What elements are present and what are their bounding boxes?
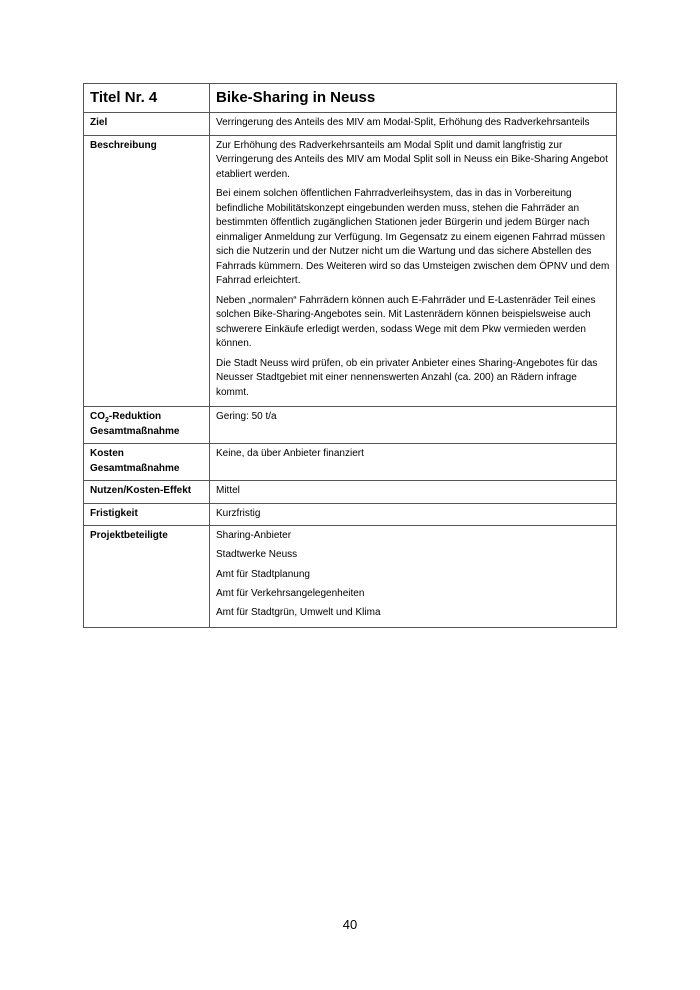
table-header-row <box>84 84 617 113</box>
row-value-kosten: Keine, da über Anbieter finanziert <box>210 444 617 481</box>
table-row-beschreibung <box>84 135 617 407</box>
row-label-co2 <box>84 407 210 444</box>
participant-item: Amt für Stadtplanung <box>216 568 310 580</box>
row-value-nutzen: Mittel <box>210 481 617 504</box>
participant-item: Amt für Stadtgrün, Umwelt und Klima <box>216 607 381 619</box>
row-value-beschreibung <box>210 135 617 407</box>
row-label-projektbeteiligte: Projektbeteiligte <box>84 526 210 628</box>
description-paragraph: Neben „normalen“ Fahrrädern können auch E-Fahrräder und E-Lastenräder Teil eines solchen Bike-Sharing-Angebotes sein. Mit Lastenrädern können beispielsweise auch schwerere Einkäufe erledigt werden, sodass Wege mit dem Pkw vermieden werden können. <box>216 294 596 349</box>
row-label-fristigkeit: Fristigkeit <box>84 503 210 526</box>
co2-label-sub: 2 <box>105 417 109 424</box>
description-paragraph: Bei einem solchen öffentlichen Fahrradverleihsystem, das in das in Vorbereitung befindliche Mobilitätskonzept eingebunden werden muss, stehen die Fahrräder an bestimmten öffentlich zugänglichen Stationen jeder Bürgerin und jedem Bürger nach einmaliger Anmeldung zur Verfügung. Im Gegensatz zu einem eigenen Fahrrad müssen sich die Nutzerin und der Nutzer nicht um die Wartung und das sichere Abstellen des Fahrrads kümmern. Des Weiteren wird so das Umsteigen zwischen dem ÖPNV und dem Fahrrad erleichtert. <box>216 188 610 286</box>
description-paragraph: Die Stadt Neuss wird prüfen, ob ein privater Anbieter eines Sharing-Angebotes für das Neusser Stadtgebiet mit einer nennenswerten Anzahl (ca. 200) an Rädern infrage kommt. <box>216 357 598 398</box>
co2-label-pre: CO <box>90 411 105 422</box>
row-value-co2: Gering: 50 t/a <box>210 407 617 444</box>
participant-item: Sharing-Anbieter <box>216 530 292 541</box>
table-row-nutzen <box>84 481 617 504</box>
row-label-ziel: Ziel <box>84 113 210 136</box>
participant-item: Stadtwerke Neuss <box>216 549 298 561</box>
table-row-projektbeteiligte <box>84 526 617 628</box>
row-value-ziel: Verringerung des Anteils des MIV am Modal-Split, Erhöhung des Radverkehrsanteils <box>210 113 617 136</box>
table-row-ziel <box>84 113 617 136</box>
title-number: Titel Nr. 4 <box>84 84 210 113</box>
row-value-fristigkeit: Kurzfristig <box>210 503 617 526</box>
table-row-fristigkeit <box>84 503 617 526</box>
description-paragraph: Zur Erhöhung des Radverkehrsanteils am Modal Split und damit langfristig zur Verringerung des Anteils des MIV am Modal Split soll in Neuss ein Bike-Sharing Angebot etabliert werden. <box>216 139 608 180</box>
row-label-beschreibung: Beschreibung <box>84 135 210 407</box>
table-row-co2 <box>84 407 617 444</box>
measure-table <box>83 83 617 628</box>
row-label-kosten: Kosten Gesamtmaßnahme <box>84 444 210 481</box>
co2-label-post: -Reduktion Gesamtmaßnahme <box>90 411 180 437</box>
table-row-kosten <box>84 444 617 481</box>
row-label-nutzen: Nutzen/Kosten-Effekt <box>84 481 210 504</box>
row-value-projektbeteiligte <box>210 526 617 628</box>
measure-title: Bike-Sharing in Neuss <box>210 84 617 113</box>
page-number: 40 <box>342 917 358 932</box>
participant-item: Amt für Verkehrsangelegenheiten <box>216 587 365 599</box>
